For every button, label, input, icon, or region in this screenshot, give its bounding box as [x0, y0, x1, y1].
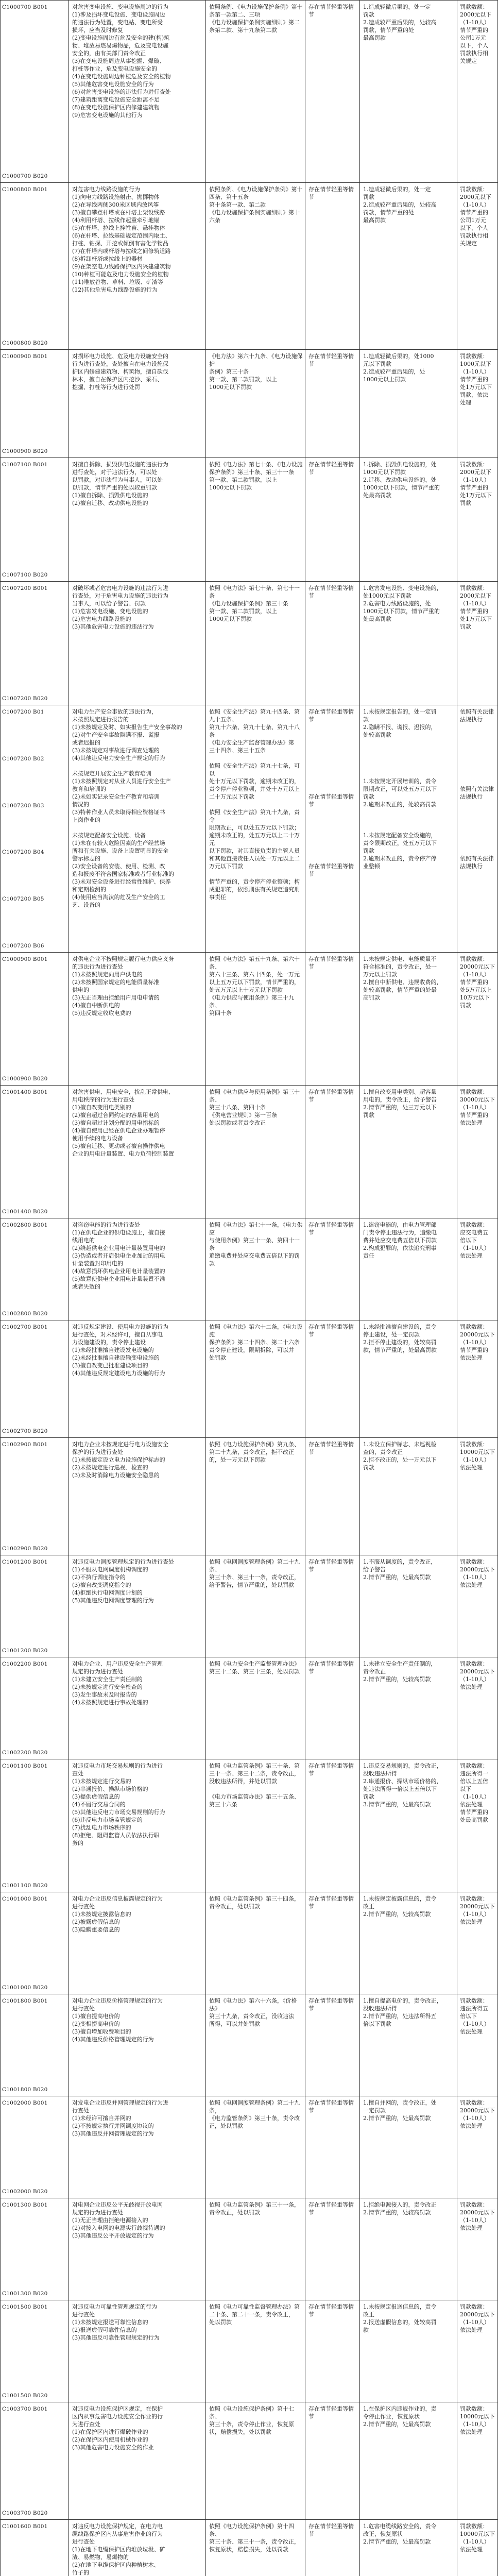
- circumstance-cell: 存在情节轻重等情节: [305, 1555, 359, 1657]
- table-row: [0, 458, 498, 582]
- remark-cell: 罚款数额： 20000元以下 （1-10人） 依法处理: [457, 2198, 498, 2300]
- remark-cell: 罚款数额： 20000元以下 （1-10人） 依法处理: [457, 1555, 498, 1657]
- penalty-standard-cell: 1.拒绝电源接入的，责令改正 2.情节严重的，处较高罚款: [359, 2198, 457, 2300]
- circumstance-cell: 存在情节轻重等情节: [305, 1, 359, 182]
- table-row: [0, 1320, 498, 1438]
- item-code: C1007200 B04: [2, 849, 44, 856]
- legal-basis-cell: 依照《电力法》第五十九条、第六十条、 第六十三条、第六十四条，处一万元 以上五万元以下罚款，情节严重的， 处五万元以上十万元以下罚款 《电力供应与使用条例》第三十九条、 第四十条: [205, 953, 305, 1085]
- item-code: C1001300 B020: [2, 2291, 48, 2297]
- item-code-cell: [0, 1759, 68, 1892]
- remark-cell: 罚款数额： 违法所得一 倍以上五倍 以下 （1-10人） 依法处理 情节严重的 处最高罚款: [457, 1759, 498, 1892]
- table-row: [0, 2198, 498, 2300]
- violation-description-cell: 对供电企业不按照规定履行电力供应义务 的违法行为进行查处 (1)未按照规定向用户供电的 (2)未按照国家规定的电能质量标准 供电的 (3)无正当理由拒绝用户用电申请的 (4)擅自中断供电的 (5)违反规定收取电费的: [68, 953, 205, 1085]
- legal-basis-cell: 依照《电力法》第七十一条，《电力供应 与使用条例》第三十一条、第四十一条 追缴电费并处应交电费五倍以下的罚款: [205, 1218, 305, 1320]
- item-code: C1000900 B020: [2, 1076, 48, 1082]
- table-row: [0, 350, 498, 458]
- penalty-standard-cell: 1.未按规定报告的，处一定罚 款 2.隐瞒不报、谎报、迟报的， 处较高罚款 1.未按规定开展培训的，责令 限期改正，可以处五万元以下 罚款 2.逾期未改正的，处较高罚款 1.未按规定配备安全设施的， 责令限期改正，处五万元以下 罚款 2.逾期未改正的，责令停产停 业整顿: [359, 705, 457, 952]
- table-row: [0, 1994, 498, 2096]
- item-code: C1001400 B020: [2, 1209, 48, 1215]
- circumstance-cell: 存在情节轻重等情节: [305, 1994, 359, 2096]
- penalty-standard-cell: 1.拆除、损毁供电设施的，处 1000元以下罚款 2.迁移、改动供电设施的，处 1000元以下罚款，情节严重的 处最高罚款: [359, 458, 457, 581]
- table-row: [0, 1218, 498, 1320]
- item-code: C1002800 B001: [2, 1222, 48, 1228]
- penalty-standard-cell: 1.擅自并网的，责令改正，处 一定罚款 2.情节严重的，处最高罚款: [359, 2096, 457, 2198]
- legal-basis-cell: 依照《电力可靠性监督管理办法》第 二十条、第二十一条，责令改正， 处以罚款: [205, 2300, 305, 2402]
- item-code-cell: [0, 1086, 68, 1218]
- penalty-standard-cell: 1.未建立安全生产责任制的， 责令改正 2.情节严重的，处较高罚款: [359, 1657, 457, 1759]
- item-code: C1007200 B02: [2, 755, 44, 762]
- item-code: C1007200 B01: [2, 709, 44, 715]
- violation-description-cell: 对危害供电、用电安全，扰乱正常供电、 用电秩序的行为进行查处 (1)擅自改变用电类别的 (2)擅自超过合同约定的容量用电的 (3)擅自超过计划分配的用电指标的 (4)擅自使用已经在供电企业办理暂停 使用手续的电力设备 (5)擅自迁移、更动或者擅自操作供电 企业的用电计量装置、电力负荷控制装置: [68, 1086, 205, 1218]
- legal-basis-cell: 依照《电力监管条例》第三十一条， 责令改正，处以罚款: [205, 2198, 305, 2300]
- item-code-cell: [0, 2300, 68, 2402]
- circumstance-cell: 存在情节轻重等情节: [305, 1438, 359, 1555]
- violation-description-cell: 对违反电力设施保护区规定，在保护 区内从事危害电力设施安全作业的行 为进行查处 (1)在保护区内进行爆破作业的 (2)在保护区内使用机械作业的 (3)其他危害电力设施安全的作业: [68, 2402, 205, 2519]
- circumstance-cell: 存在情节轻重等情节: [305, 2096, 359, 2198]
- item-code-cell: [0, 1438, 68, 1555]
- penalty-standard-cell: 1.未按规定供电、电能质量不 符合标准的，责令改正，处一 万元以上罚款 2.擅自中断供电、违规收费的， 处较高罚款，情节严重的处最 高罚款: [359, 953, 457, 1085]
- legal-basis-cell: 依照《电力设施保护条例》第十七条、 第三十条，责令停止作业，恢复原 状，赔偿损失，处以罚款: [205, 2402, 305, 2519]
- legal-basis-cell: 依照《电网调度管理条例》第二十九条、 第三十条、第三十一条，责令改正， 给予警告，情节严重的，处以罚款: [205, 1555, 305, 1657]
- item-code: C1001500 B001: [2, 2304, 48, 2310]
- item-code-cell: [0, 2096, 68, 2198]
- violation-description-cell: 对损坏电力设施、危及电力设施安全的 行为进行查处，查处擅自在电力设施保 护区内修建建筑物、构筑物，擅自砍伐 林木，擅自在保护区内挖沙、采石、 挖掘、打桩等行为进行处罚: [68, 350, 205, 457]
- item-code: C1002900 B001: [2, 1442, 48, 1448]
- violation-description-cell: 对违反电力设施保护规定，在电力电 缆线路保护区内从事危害作业的行为 进行查处 (1)在地下电缆保护区内堆放垃圾、矿 渣、易燃物、易爆物的 (2)在地下电缆保护区内种植树木、 竹子的: [68, 2520, 205, 2576]
- item-code: C1007200 B020: [2, 696, 48, 702]
- remark-cell: 罚款数额： 2000元以下 （1-10人） 情节严重的 公司1万元 以下，个人 罚款执行相 关规定: [457, 1, 498, 182]
- violation-description-cell: 对违反电力调度管理规定的行为进行查处 (1)不服从电网调度机构调度的 (2)不执行调度指令的 (3)擅自改变调度指令的 (4)拒绝执行电网调度计划的 (5)其他违反电网调度管理的行为: [68, 1555, 205, 1657]
- circumstance-cell: 存在情节轻重等情节: [305, 2198, 359, 2300]
- table-row: [0, 183, 498, 350]
- item-code-cell: [0, 2198, 68, 2300]
- table-row: [0, 2402, 498, 2520]
- item-code: C1003700 B001: [2, 2406, 48, 2412]
- violation-description-cell: 对破坏或者危害电力设施的违法行为进 行查处，对于危害电力设施的违法行为 当事人，可以给予警告、罚款 (1)危害发电设施、变电设施的 (2)危害电力线路设施的 (3)其他危害电力设施的违法行为: [68, 582, 205, 705]
- circumstance-cell: 存在情节轻重等情节 存在情节轻重等情节 存在情节轻重等情节: [305, 705, 359, 952]
- remark-cell: 罚款数额： 20000元以下 （1-10人） 依法处理: [457, 2300, 498, 2402]
- circumstance-cell: 存在情节轻重等情节: [305, 1320, 359, 1437]
- legal-basis-cell: 依照《电力监管条例》第三十条、第 三十一条、第三十二条，责令改正， 没收违法所得，并处以罚款 《电力市场监管办法》第三十五条、 第三十六条: [205, 1759, 305, 1892]
- table-row: [0, 953, 498, 1086]
- penalty-standard-cell: 1.造成轻微后果的，处1000 元以下罚款 2.造成较严重后果的，处 1000元以上罚款: [359, 350, 457, 457]
- item-code: C1000900 B001: [2, 956, 48, 962]
- circumstance-cell: 存在情节轻重等情节: [305, 183, 359, 349]
- table-row: [0, 1555, 498, 1657]
- item-code-cell: [0, 1892, 68, 1994]
- circumstance-cell: 存在情节轻重等情节: [305, 2520, 359, 2576]
- remark-cell: 罚款数额： 20000元以下 （1-10人） 情节严重的 依法处理: [457, 1320, 498, 1437]
- legal-basis-cell: 依照《电力法》第七十条、《电力设施 保护条例》第三十条、第三十一条 第一款、第二款罚款，以上 1000元以下罚款: [205, 458, 305, 581]
- penalty-standard-cell: 1.造成轻微后果的，处一定 罚款 2.造成较严重后果的，处较高 罚款，情节严重的处 最高罚款: [359, 1, 457, 182]
- remark-cell: 罚款数额： 10000元以下 （1-10人） 依法处理: [457, 2520, 498, 2576]
- circumstance-cell: 存在情节轻重等情节: [305, 1218, 359, 1320]
- item-code-cell: [0, 953, 68, 1085]
- table-row: [0, 705, 498, 953]
- violation-description-cell: 对违反规定建设、使用电力设施的行为 进行查处，对未经许可，擅自从事电 力设施建设的，责令停止建设 (1)未经批准擅自建设发电设施的 (2)未经批准擅自建设输变电设施的 (3)擅自改变已批准建设项目的 (4)其他违反规定建设电力设施的行为: [68, 1320, 205, 1437]
- item-code: C1001300 B001: [2, 2202, 48, 2208]
- item-code: C1002200 B020: [2, 1750, 48, 1756]
- penalty-standard-cell: 1.造成轻微后果的，处一定 罚款 2.造成较严重后果的，处较高 罚款，情节严重的处 最高罚款: [359, 183, 457, 349]
- item-code: C1001000 B001: [2, 1896, 48, 1902]
- remark-cell: 罚款数额： 1000元以下 （1-10人） 情节严重的 处1万元以下 罚款，依法 处理: [457, 350, 498, 457]
- item-code: C1001000 B020: [2, 1985, 48, 1991]
- legal-basis-cell: 依照《电力供应与使用条例》第三十条、 第三十八条、第四十条 《供电营业规则》第一百条 处以罚款或者责令改正: [205, 1086, 305, 1218]
- violation-description-cell: 对电力企业、用户违反安全生产管理 规定的行为进行查处 (1)未建立安全生产责任制的 (2)未按规定进行安全检查的 (3)发生事故未及时报告的 (4)未按照规定进行事故处理的: [68, 1657, 205, 1759]
- legal-basis-cell: 依照条例、《电力设施保护条例》第十四条、第十五条 第十条第一款、第二款 《电力设施保护条例实施细则》第十六条: [205, 183, 305, 349]
- circumstance-cell: 存在情节轻重等情节: [305, 1892, 359, 1994]
- item-code: C1001100 B001: [2, 1763, 48, 1769]
- item-code: C1001500 B020: [2, 2393, 48, 2399]
- circumstance-cell: 存在情节轻重等情节: [305, 953, 359, 1085]
- legal-basis-cell: 依照《安全生产法》第九十四条、第九十五条、 第九十六条、第九十七条、第九十八条 《电力安全生产监督管理办法》第 三十四条、第三十五条 依照《安全生产法》第九十七条，可以 处十万元以下罚款，逾期未改正的， 责令停产停业整顿，并处十万元以上 二十万元以下罚款 依照《安全生产法》第九十九条，责令 限期改正，可以处五万元以下罚款； 逾期未改正的，处五万元以上二十万元 以下罚款，对其直接负责的主管人员 和其他直接责任人员处一万元以上二 万元以下罚款 情节严重的，责令停产停业整顿；构 成犯罪的，依照刑法有关规定追究刑 事责任: [205, 705, 305, 952]
- legal-basis-cell: 依照《电网调度管理条例》第二十九条， 《电力监管条例》第三十条，责令改 正，处以罚款: [205, 2096, 305, 2198]
- table-row: [0, 1438, 498, 1555]
- item-code-cell: [0, 705, 68, 952]
- item-code: C1000800 B020: [2, 340, 48, 346]
- circumstance-cell: 存在情节轻重等情节: [305, 1086, 359, 1218]
- item-code-cell: [0, 1994, 68, 2096]
- item-code: C1002000 B001: [2, 2100, 48, 2106]
- item-code: C1007100 B001: [2, 462, 48, 468]
- item-code: C1007200 B05: [2, 896, 44, 903]
- item-code: C1002800 B020: [2, 1311, 48, 1317]
- item-code-cell: [0, 1320, 68, 1437]
- remark-cell: 罚款数额： 应交电费五 倍以下 （1-10人） 依法处理: [457, 1218, 498, 1320]
- remark-cell: 罚款数额： 2000元以下 （1-10人） 情节严重的 处1万元以下 罚款: [457, 458, 498, 581]
- table-row: [0, 1657, 498, 1759]
- violation-description-cell: 对电力企业未按规定进行电力设施安全 保护的行为进行查处 (1)未按规定设立电力设施保护标志的 (2)未按规定进行巡视、检查的 (3)未及时消除电力设施安全隐患的: [68, 1438, 205, 1555]
- circumstance-cell: 存在情节轻重等情节: [305, 582, 359, 705]
- item-code: C1002900 B020: [2, 1546, 48, 1552]
- table-row: [0, 1892, 498, 1994]
- circumstance-cell: 存在情节轻重等情节: [305, 1657, 359, 1759]
- table-row: [0, 1759, 498, 1892]
- violation-description-cell: 对危害变电设施、变电设施周边的行为 (1)涉及损坏变电设施、变电设施周边 的违法行为处置，变电站、变电所受 损坏，应当及时修复 (2)变电设施周边有危及安全的建(构)筑 物、堆放易燃易爆物品，危及变电设施 安全的，由有关部门责令改正 (3)在变电设施周边从事挖掘、爆破、 打桩等作业，危及变电设施安全的 (4)在变电设施周边种植危及安全的植物 (5)其他危害变电设施安全的行为 (6)对危害变电设施的违法行为进行查处 (7)建筑距离变电设施安全距离不足 (8)在变电设施保护区内修建建筑物 (9)危害变电设施的其他行为: [68, 1, 205, 182]
- penalty-standard-cell: 1.不服从调度的，责令改正， 给予警告 2.情节严重的，处最高罚款: [359, 1555, 457, 1657]
- circumstance-cell: 存在情节轻重等情节: [305, 2300, 359, 2402]
- item-code: C1001400 B001: [2, 1089, 48, 1095]
- item-code: C1001800 B001: [2, 1998, 48, 2004]
- table-row: [0, 582, 498, 705]
- item-code: C1003700 B020: [2, 2510, 48, 2516]
- item-code-cell: [0, 458, 68, 581]
- penalty-standard-cell: 1.未经批准擅自建设的，责令 停止建设，处一定罚款 2.拒不停止建设的，处较高罚 款，情节严重的，处最高罚款: [359, 1320, 457, 1437]
- item-code-cell: [0, 1, 68, 182]
- remark-cell: 罚款数额： 20000元以下 （1-10人） 情节严重的 处5万元以上 10万元以下 罚款: [457, 953, 498, 1085]
- remark-cell: 罚款数额： 10000元以下 （1-10人） 依法处理: [457, 2402, 498, 2519]
- table-row: [0, 2300, 498, 2402]
- violation-description-cell: 对电力企业违反价格管理规定的行为 进行查处 (1)擅自提高电价的 (2)变相提高电价的 (3)擅自增加收费项目的 (4)其他违反价格管理规定的行为: [68, 1994, 205, 2096]
- penalty-standard-cell: 1.未按规定披露信息的，责令 改正 2.情节严重的，处较高罚款: [359, 1892, 457, 1994]
- item-code-cell: [0, 2402, 68, 2519]
- item-code-cell: [0, 1218, 68, 1320]
- penalty-standard-cell: 1.未设立保护标志、未巡视检 查的，责令改正 2.拒不改正的，处一万元以下 罚款: [359, 1438, 457, 1555]
- legal-basis-cell: 《电力法》第六十九条、《电力设施保护 条例》第三十条 第一款、第二款罚款，以上 1000元以下罚款: [205, 350, 305, 457]
- legal-basis-cell: 依照条例、《电力设施保护条例》第十条第一款第二、三项 《电力设施保护条例实施细则》第二条第二款、第十九条第二款: [205, 1, 305, 182]
- penalty-standard-cell: 1.违反交易规则的，责令改正， 没收违法所得 2.串通报价、操纵市场价格的， 处违法所得一倍以上五倍以下 罚款 3.情节严重的，处最高罚款: [359, 1759, 457, 1892]
- violation-description-cell: 对电网企业违反公平无歧视开放电网 规定的行为进行查处 (1)无正当理由拒绝电源接入的 (2)对接入电网的电源实行歧视待遇的 (3)其他违反公平开放规定的行为: [68, 2198, 205, 2300]
- item-code-cell: [0, 1555, 68, 1657]
- item-code-cell: [0, 2520, 68, 2576]
- remark-cell: 罚款数额： 20000元以下 （1-10人） 依法处理: [457, 2096, 498, 2198]
- item-code: C1000700 B001: [2, 4, 48, 10]
- violation-description-cell: 对擅自拆除、损毁供电设施的违法行为 进行查处，对于违法行为，可以处 以罚款，对违法行为当事人，可以处 以罚款，情节严重的处以较重罚款 (1)擅自拆除、损毁供电设施的 (2)擅自迁移、改动供电设施的: [68, 458, 205, 581]
- item-code: C1002200 B001: [2, 1661, 48, 1667]
- item-code: C1002700 B020: [2, 1428, 48, 1434]
- legal-basis-cell: 依照《电力设施保护条例》第十四条、 第三十条、第三十一条，责令改正， 恢复原状，赔偿损失，处以罚款: [205, 2520, 305, 2576]
- item-code: C1000900 B001: [2, 353, 48, 360]
- penalty-standard-cell: 1.擅自改变用电类别、超容量 用电的，责令改正，给予警告 2.情节严重的，处三万元以下 罚款: [359, 1086, 457, 1218]
- item-code: C1001100 B020: [2, 1883, 48, 1889]
- remark-cell: 罚款数额： 2000元以下 （1-10人） 情节严重的 公司1万元 以下，个人 罚款执行相 关规定: [457, 183, 498, 349]
- remark-cell: 罚款数额： 违法所得五 倍以下 （1-10人） 依法处理: [457, 1994, 498, 2096]
- item-code: C1007100 B020: [2, 572, 48, 578]
- penalty-standard-cell: 1.危害发电设施、变电设施的， 处1000元以下罚款 2.危害电力线路设施的，处 1000元以下罚款，情节严重的 处最高罚款: [359, 582, 457, 705]
- circumstance-cell: 存在情节轻重等情节: [305, 2402, 359, 2519]
- remark-cell: 罚款数额： 10000元以下 （1-10人） 依法处理: [457, 1438, 498, 1555]
- violation-description-cell: 对违反电力市场交易规则的行为进行 查处 (1)未按规定进行交易的 (2)串通报价、操纵市场价格的 (3)提供虚假信息的 (4)不履行交易合同的 (5)其他违反电力市场交易规则的行为 (6)违反电力市场监管规定的 (7)扰乱电力市场秩序的 (8)拒绝、阻碍监管人员依法执行职 务的: [68, 1759, 205, 1892]
- violation-description-cell: 对盗窃电能的行为进行查处 (1)在供电企业的供电设施上，擅自接 线用电的 (2)绕越供电企业用电计量装置用电的 (3)伪造或者开启供电企业加封的用电 计量装置封印用电的 (4)故意损坏供电企业用电计量装置的 (5)故意使供电企业用电计量装置不准 或者失效的: [68, 1218, 205, 1320]
- circumstance-cell: 存在情节轻重等情节: [305, 458, 359, 581]
- item-code-cell: [0, 1657, 68, 1759]
- item-code: C1000900 B020: [2, 448, 48, 454]
- item-code: C1007200 B06: [2, 942, 44, 949]
- item-code: C1007200 B03: [2, 802, 44, 809]
- penalty-standard-cell: 1.未按规定报送信息的，责令 改正 2.报送虚假信息的，处较高罚 款: [359, 2300, 457, 2402]
- legal-basis-cell: 依照《电力法》第六十二条，《电力设施 保护条例》第二十四条、第二十六条 责令停止建设，限期拆除，可以并 处罚款: [205, 1320, 305, 1437]
- item-code-cell: [0, 350, 68, 457]
- violation-description-cell: 对违反电力可靠性管理规定的行为 进行查处 (1)未按规定报送可靠性信息的 (2)报送虚假可靠性信息的 (3)其他违反可靠性管理规定的行为: [68, 2300, 205, 2402]
- item-code: C1002000 B020: [2, 2189, 48, 2195]
- violation-description-cell: 对危害电力线路设施的行为 (1)向电力线路设施射击、抛掷物体 (2)在导线两侧300米区域内放风筝 (3)擅自攀登杆塔或在杆塔上架设线路 (4)利用杆塔、拉线作起重牵引地锚 (5)在杆塔、拉线上拴牲畜、悬挂物体 (6)在杆塔、拉线基础规定范围内取土、 打桩、钻探、开挖或倾倒有害化学物品 (7)在杆塔内或杆塔与拉线之间修筑道路 (8)拆卸杆塔或拉线上的器材 (9)在架空电力线路保护区内兴建建筑物 (10)种植可能危及电力设施安全的植物 (11)堆放谷物、草料、垃圾、矿渣等 (12)其他危害电力线路设施的行为: [68, 183, 205, 349]
- item-code: C1007200 B001: [2, 585, 48, 591]
- item-code-cell: [0, 183, 68, 349]
- remark-cell: 罚款数额： 20000元以下 （1-10人） 依法处理: [457, 1892, 498, 1994]
- item-code: C1001800 B020: [2, 2087, 48, 2093]
- legal-basis-cell: 依照《电力安全生产监督管理办法》 第三十二条、第三十三条，处以罚款: [205, 1657, 305, 1759]
- table-row: [0, 2520, 498, 2576]
- item-code: C1000800 B001: [2, 187, 48, 193]
- item-code: C1000700 B020: [2, 173, 48, 179]
- item-code-cell: [0, 582, 68, 705]
- table-row: [0, 1086, 498, 1218]
- violation-description-cell: 对电力企业违反信息披露规定的行为 进行查处 (1)未按规定披露信息的 (2)披露虚假信息的 (3)隐瞒重要信息的: [68, 1892, 205, 1994]
- remark-cell: 依照有关法律 法规执行 依照有关法律 法规执行 依照有关法律 法规执行: [457, 705, 498, 952]
- remark-cell: 罚款数额： 2000元以下 （1-10人） 情节严重的 处1万元以下 罚款: [457, 582, 498, 705]
- legal-basis-cell: 依照《电力法》第七十条、第七十一条 《电力设施保护条例》第三十条 第一款、第二款罚款，以上 1000元以下罚款: [205, 582, 305, 705]
- circumstance-cell: 存在情节轻重等情节: [305, 350, 359, 457]
- item-code: C1001200 B020: [2, 1648, 48, 1654]
- table-row: [0, 1, 498, 183]
- violation-description-cell: 对发电企业违反并网管理规定的行为进 行查处 (1)未经许可擅自并网的 (2)不按规定执行并网调度协议的 (3)其他违反并网管理规定的行为: [68, 2096, 205, 2198]
- item-code: C1002700 B001: [2, 1324, 48, 1330]
- legal-basis-cell: 依照《电力设施保护条例》第九条、 第二十九条，责令改正，拒不改正 的，处一万元以下罚款: [205, 1438, 305, 1555]
- remark-cell: 罚款数额： 30000元以下 （1-10人） 情节严重的 依法处理: [457, 1086, 498, 1218]
- circumstance-cell: 存在情节轻重等情节: [305, 1759, 359, 1892]
- penalty-standard-cell: 1.危害电缆线路安全的，责令 改正，恢复原状 2.情节严重的，处最高罚款: [359, 2520, 457, 2576]
- penalty-standard-cell: 1.擅自提高电价的，责令改正， 没收违法所得 2.情节严重的，处违法所得五 倍以下罚款: [359, 1994, 457, 2096]
- item-code: C1001600 B001: [2, 2523, 48, 2530]
- legal-basis-cell: 依照《电力监管条例》第三十四条， 责令改正，处以罚款: [205, 1892, 305, 1994]
- violation-description-cell: 对电力生产安全事故的违法行为， 未按照规定进行报告的 (1)未按规定及时、如实报告生产安全事故的 (2)对生产安全事故隐瞒不报、谎报 或者迟报的 (3)未按规定对事故进行调查处理的 (4)其他违反电力安全生产规定的行为 未按规定开展安全生产教育培训 (1)未按照规定对从业人员进行安全生产 教育和培训的 (2)未如实记录安全生产教育和培训 情况的 (3)特种作业人员未取得相应资格证书 上岗作业的 未按规定配备安全设施、设备 (1)未在有较大危险因素的生产经营场 所和有关设施、设备上设置明显的安全 警示标志的 (2)安全设备的安装、使用、检测、改 造和报废不符合国家标准或者行业标准的 (3)未对安全设备进行经常性维护、保养 和定期检测的 (4)使用应当淘汰的危及生产安全的工 艺、设备的: [68, 705, 205, 952]
- table-row: [0, 2096, 498, 2198]
- remark-cell: 罚款数额： 20000元以下 （1-10人） 依法处理: [457, 1657, 498, 1759]
- item-code: C1001200 B001: [2, 1559, 48, 1565]
- penalty-standard-cell: 1.在保护区内违规作业的，责 令停止作业，恢复原状 2.情节严重的，处最高罚款: [359, 2402, 457, 2519]
- penalty-standard-cell: 1.盗窃电能的，由电力管理部 门责令停止违法行为，追缴电 费并处应交电费五倍以下罚款 2.构成犯罪的，依法追究刑事 责任: [359, 1218, 457, 1320]
- legal-basis-cell: 依照《电力法》第六十六条，《价格法》 第三十九条，责令改正，没收违法 所得，可以并处罚款: [205, 1994, 305, 2096]
